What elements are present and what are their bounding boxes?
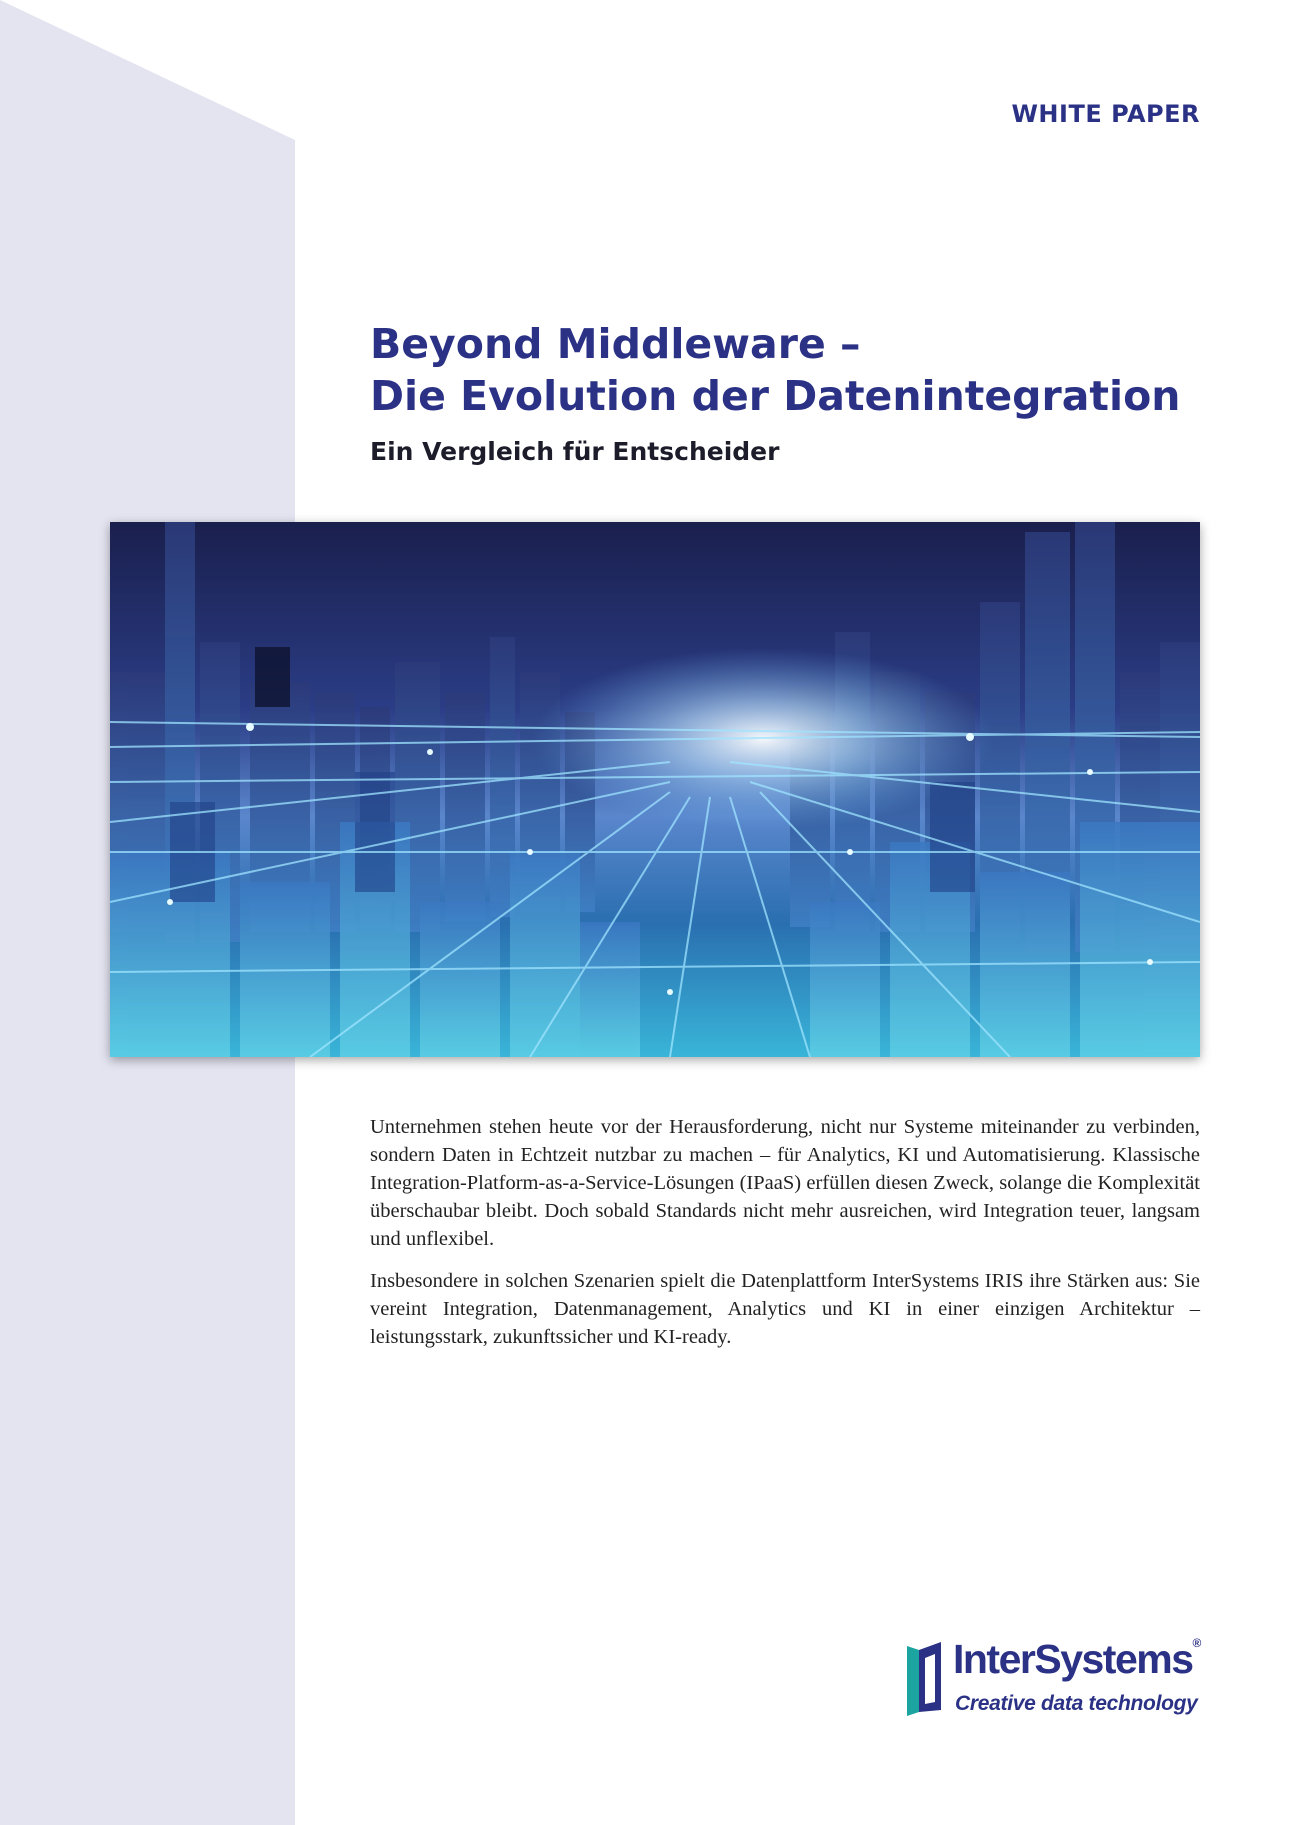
logo-wordmark — [953, 1636, 1201, 1683]
logo-name-text: InterSystems — [953, 1636, 1193, 1682]
page-subtitle: Ein Vergleich für Entscheider — [370, 437, 780, 466]
page-title — [370, 318, 1250, 422]
hero-image — [110, 522, 1200, 1057]
registered-mark: ® — [1192, 1636, 1202, 1650]
title-line-1: Beyond Middleware – — [370, 320, 861, 368]
logo-tagline: Creative data technology — [955, 1692, 1198, 1715]
intersystems-mark-icon — [905, 1640, 945, 1720]
intro-paragraph-2: Insbesondere in solchen Szenarien spielt die Datenplattform InterSystems IRIS ihre Stärken aus: Sie vereint Integration, Datenmanagement, Analytics und KI in einer einzigen Architektur – leistungsstark, zukunftssicher und KI-ready. — [370, 1270, 1200, 1348]
digital-city-illustration — [110, 522, 1200, 1057]
intro-paragraph-1: Unternehmen stehen heute vor der Herausforderung, nicht nur Systeme miteinander zu verbinden, sondern Daten in Echtzeit nutzbar zu machen – für Analytics, KI und Automatisierung. Klassische Integration-Platform-as-a-Service-Lösungen (IPaaS) erfüllen diesen Zweck, solange die Komplexität überschaubar bleibt. Doch sobald Standards nicht mehr ausreichen, wird Integration teuer, langsam und unflexibel. — [370, 1116, 1200, 1250]
document-type-label: WHITE PAPER — [1011, 100, 1200, 128]
intro-body — [370, 1113, 1200, 1365]
intersystems-logo — [905, 1636, 1215, 1725]
title-line-2: Die Evolution der Datenintegration — [370, 372, 1181, 420]
